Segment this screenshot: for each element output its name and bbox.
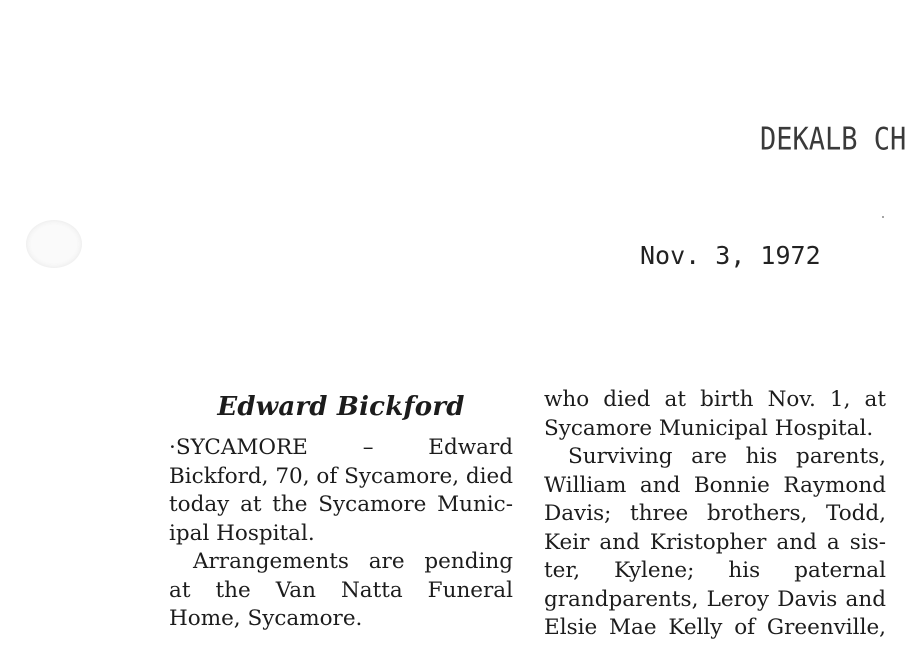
text-line: Arrangements are pending bbox=[193, 549, 513, 574]
date-stamp: Nov. 3, 1972 bbox=[640, 241, 821, 270]
text-line: Bickford, 70, of Sycamore, died bbox=[169, 463, 513, 489]
newspaper-name-stamp: DEKALB CH bbox=[760, 122, 907, 158]
text-line: William and Bonnie Raymond bbox=[544, 472, 886, 498]
survivors-paragraph bbox=[544, 443, 886, 643]
paper-speck bbox=[882, 216, 884, 218]
obituary-headline: Edward Bickford bbox=[217, 392, 465, 422]
text-line: Surviving are his parents, bbox=[568, 444, 886, 469]
text-line: Keir and Kristopher and a sis- bbox=[544, 529, 886, 555]
obituary-paragraph-2 bbox=[169, 548, 513, 634]
obituary-paragraph-1 bbox=[169, 434, 513, 548]
text-line: Elsie Mae Kelly of Greenville, bbox=[544, 615, 886, 640]
text-line: ipal Hospital. bbox=[169, 520, 315, 546]
article-left-column bbox=[169, 390, 513, 634]
punch-hole-mark bbox=[26, 220, 82, 268]
text-line: grandparents, Leroy Davis and bbox=[544, 586, 886, 612]
text-line: today at the Sycamore Munic- bbox=[169, 492, 513, 517]
text-line: ter, Kylene; his paternal bbox=[544, 558, 886, 583]
text-line: who died at birth Nov. 1, at bbox=[544, 387, 886, 412]
article-right-column bbox=[544, 386, 886, 643]
text-line: at the Van Natta Funeral bbox=[169, 577, 513, 603]
text-line: Davis; three brothers, Todd, bbox=[544, 501, 886, 526]
text-line: Sycamore Municipal Hospital. bbox=[544, 415, 874, 441]
continued-paragraph bbox=[544, 386, 886, 443]
text-line: ·SYCAMORE – Edward bbox=[169, 435, 513, 460]
text-line: Home, Sycamore. bbox=[169, 606, 363, 631]
